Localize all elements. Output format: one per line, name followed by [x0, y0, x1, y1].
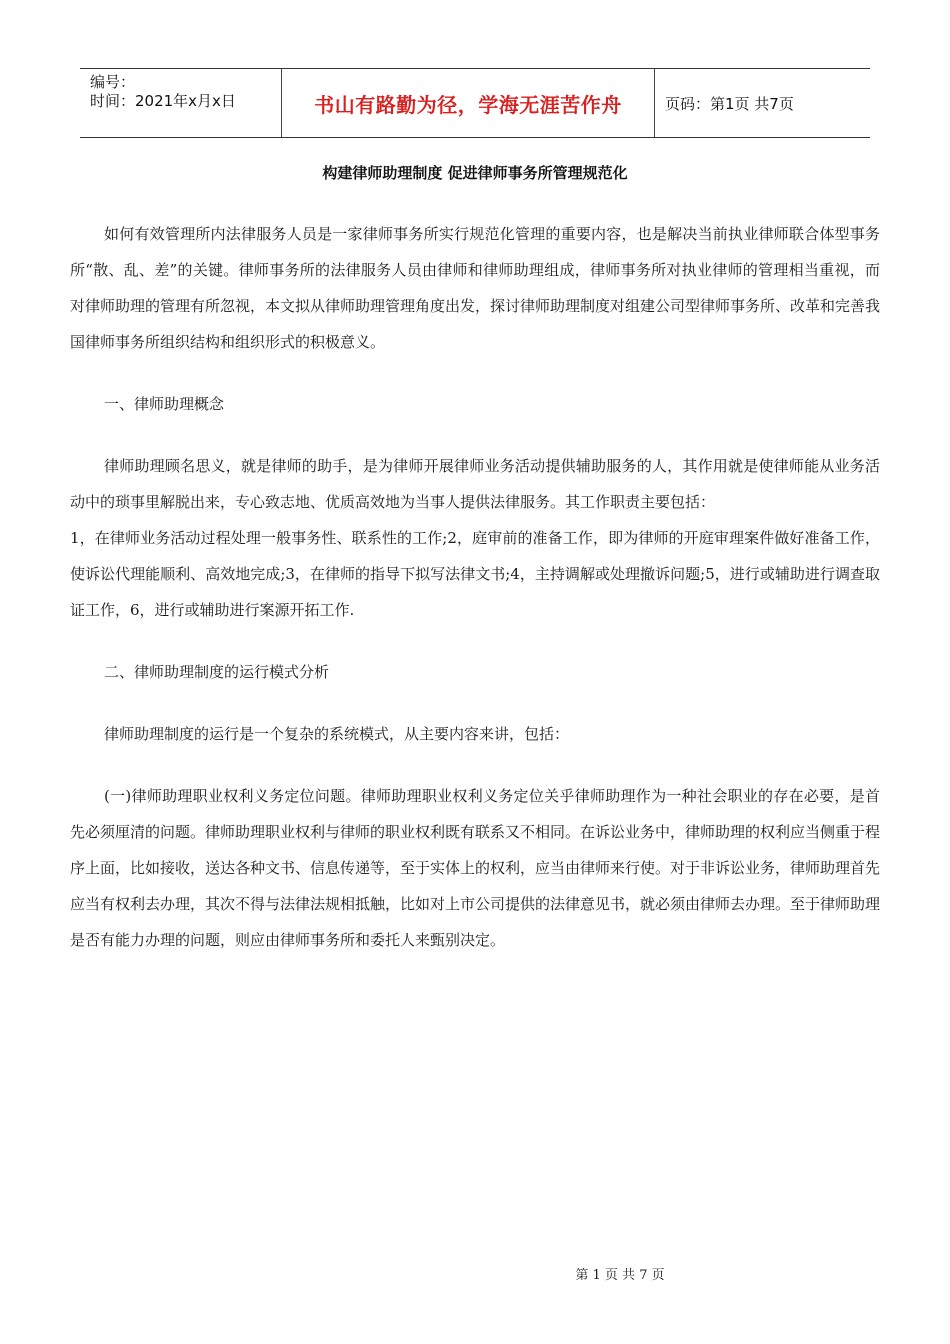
- header-page-info: 页码：第1页 共7页: [665, 94, 794, 113]
- section-heading-1: 一、律师助理概念: [104, 395, 225, 413]
- page-footer: 第 1 页 共 7 页: [575, 1268, 665, 1283]
- document-title: 构建律师助理制度 促进律师事务所管理规范化: [322, 164, 628, 182]
- section-heading-2: 二、律师助理制度的运行模式分析: [104, 663, 330, 681]
- header-motto-cell: [281, 69, 655, 137]
- header-meta: [90, 73, 236, 111]
- document-body: [70, 216, 880, 984]
- header-motto: 书山有路勤为径，学海无涯苦作舟: [314, 92, 622, 117]
- paragraph-duties: 1，在律师业务活动过程处理一般事务性、联系性的工作;2，庭审前的准备工作，即为律师的开庭审理案件做好准备工作，使诉讼代理能顺利、高效地完成;3，在律师的指导下拟写法律文书;4，主持调解或处理撤诉问题;5，进行或辅助进行调查取证工作，6，进行或辅助进行案源开拓工作.: [70, 529, 880, 619]
- document-number-label: 编号：: [90, 73, 136, 91]
- page-header: [80, 68, 870, 138]
- paragraph-concept: 律师助理顾名思义，就是律师的助手，是为律师开展律师业务活动提供辅助服务的人，其作用就是使律师能从业务活动中的琐事里解脱出来，专心致志地、优质高效地为当事人提供法律服务。其工作职责主要包括：: [70, 457, 880, 511]
- document-time-label: 时间：2021年x月x日: [90, 92, 236, 110]
- paragraph-rights: (一)律师助理职业权利义务定位问题。律师助理职业权利义务定位关乎律师助理作为一种社会职业的存在必要，是首先必须厘清的问题。律师助理职业权利与律师的职业权利既有联系又不相同。在诉讼业务中，律师助理的权利应当侧重于程序上面，比如接收，送达各种文书、信息传递等，至于实体上的权利，应当由律师来行使。对于非诉讼业务，律师助理首先应当有权利去办理，其次不得与法律法规相抵触，比如对上市公司提供的法律意见书，就必须由律师去办理。至于律师助理是否有能力办理的问题，则应由律师事务所和委托人来甄别决定。: [70, 787, 881, 949]
- paragraph-operation: 律师助理制度的运行是一个复杂的系统模式，从主要内容来讲，包括：: [104, 725, 570, 743]
- paragraph-intro: 如何有效管理所内法律服务人员是一家律师事务所实行规范化管理的重要内容，也是解决当前执业律师联合体型事务所“散、乱、差”的关键。律师事务所的法律服务人员由律师和律师助理组成，律师事务所对执业律师的管理相当重视，而对律师助理的管理有所忽视，本文拟从律师助理管理角度出发，探讨律师助理制度对组建公司型律师事务所、改革和完善我国律师事务所组织结构和组织形式的积极意义。: [70, 225, 881, 351]
